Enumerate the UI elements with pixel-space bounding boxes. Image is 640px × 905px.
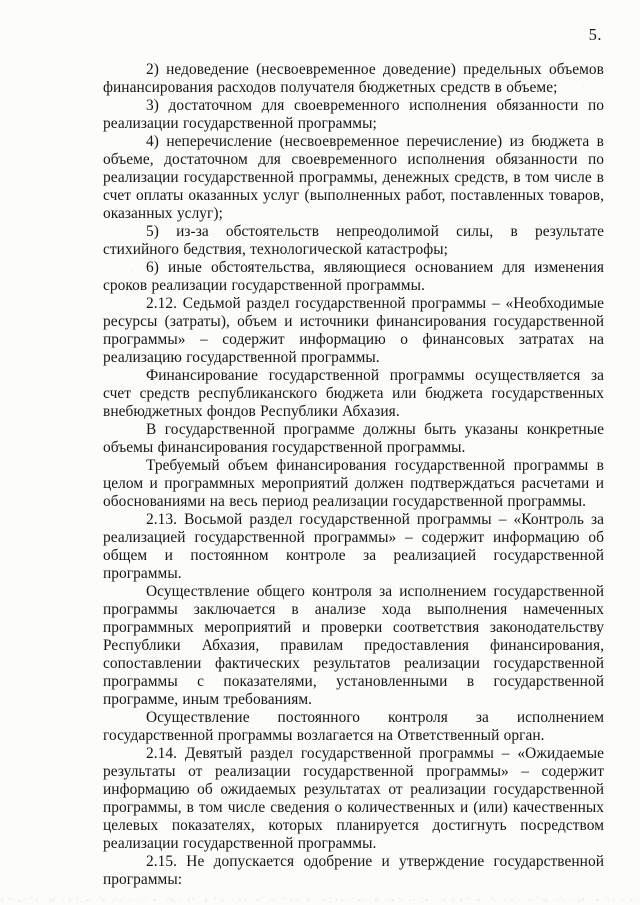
paragraph-item-2: 2) недоведение (несвоевременное доведение) предельных объемов финансирования расходов получателя бюджетных средств в объеме; — [103, 61, 604, 96]
scan-edge-noise — [0, 895, 640, 905]
paragraph-constant-control: Осуществление постоянного контроля за исполнением государственной программы возлагается на Ответственный орган. — [103, 709, 604, 744]
paragraph-section-2-12: 2.12. Седьмой раздел государственной программы – «Необходимые ресурсы (затраты), объем и источники финансирования государственной программы» – содержит информацию о финансовых затратах на реализацию государственной программы. — [103, 295, 604, 366]
paragraph-general-control: Осуществление общего контроля за исполнением государственной программы заключается в анализе хода выполнения намеченных программных мероприятий и проверки соответствия законодательству Республики Абхазия, правилам предоставления финансирования, сопоставлении фактических результатов реализации государственной программы с показателями, установленными в государственной программе, иным требованиям. — [103, 583, 604, 708]
paragraph-item-5: 5) из-за обстоятельств непреодолимой силы, в результате стихийного бедствия, технологической катастрофы; — [103, 223, 604, 258]
page-number: 5. — [588, 25, 602, 44]
paragraph-item-6: 6) иные обстоятельства, являющиеся основанием для изменения сроков реализации государственной программы. — [103, 259, 604, 294]
paragraph-section-2-13: 2.13. Восьмой раздел государственной программы – «Контроль за реализацией государственной программы» – содержит информацию об общем и постоянном контроле за реализацией государственной программы. — [103, 511, 604, 582]
paragraph-financing-justification: Требуемый объем финансирования государственной программы в целом и программных мероприятий должен подтверждаться расчетами и обоснованиями на весь период реализации государственной программы. — [103, 457, 604, 510]
paragraph-item-3: 3) достаточном для своевременного исполнения обязанности по реализации государственной программы; — [103, 97, 604, 132]
paragraph-section-2-14: 2.14. Девятый раздел государственной программы – «Ожидаемые результаты от реализации государственной программы» – содержит информацию об ожидаемых результатах от реализации государственной программы, в том числе сведения о количественных и (или) качественных целевых показателях, которых планируется достигнуть посредством реализации государственной программы. — [103, 745, 604, 852]
paragraph-financing-volumes: В государственной программе должны быть указаны конкретные объемы финансирования государственной программы. — [103, 421, 604, 456]
paragraph-financing-source: Финансирование государственной программы осуществляется за счет средств республиканского бюджета или бюджета государственных внебюджетных фондов Республики Абхазия. — [103, 367, 604, 420]
paragraph-item-4: 4) неперечисление (несвоевременное перечисление) из бюджета в объеме, достаточном для своевременного исполнения обязанности по реализации государственной программы, денежных средств, в том числе в счет оплаты оказанных услуг (выполненных работ, поставленных товаров, оказанных услуг); — [103, 133, 604, 222]
document-body — [103, 61, 604, 889]
paragraph-section-2-15: 2.15. Не допускается одобрение и утверждение государственной программы: — [103, 853, 604, 888]
